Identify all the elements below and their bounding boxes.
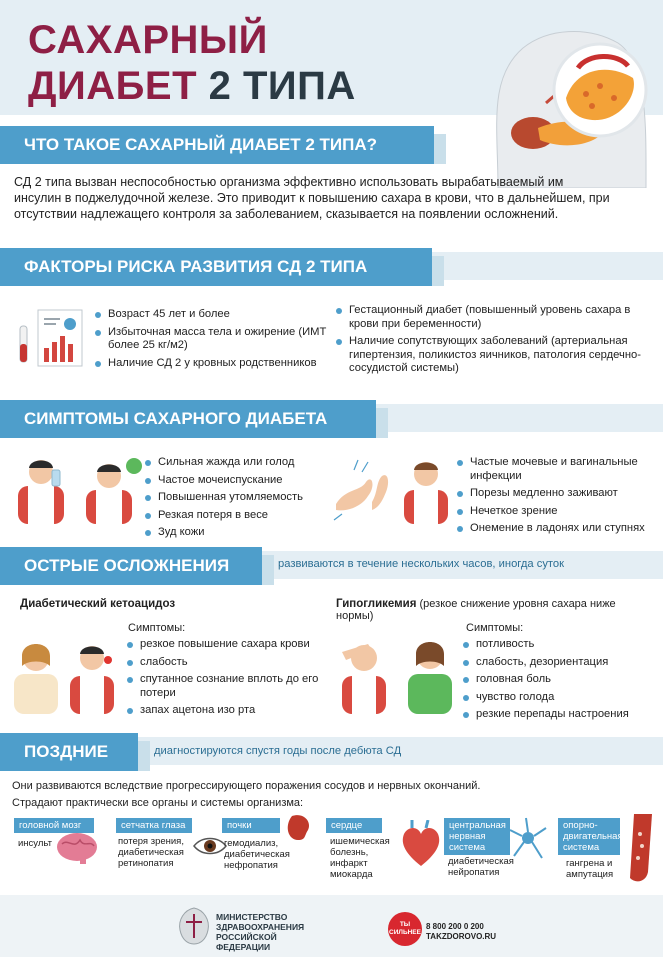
- keto-symptoms-label: Симптомы:: [128, 622, 186, 634]
- hypo-symptom-item: резкие перепады настроения: [462, 708, 658, 722]
- keto-symptom-item: резкое повышение сахара крови: [126, 638, 326, 652]
- keto-title: Диабетический кетоацидоз: [20, 598, 176, 610]
- risk-item: Гестационный диабет (повышенный уровень сахара в крови при беременности): [335, 304, 650, 331]
- kidney-icon: [284, 812, 314, 842]
- risk-list-right: [335, 304, 650, 380]
- late-text-2: Страдают практически все органы и системы организма:: [12, 797, 304, 809]
- clipboard-chart-icon: [14, 306, 84, 368]
- organ-text-neuro: диабетическая нейропатия: [448, 856, 514, 878]
- keto-person-illustration: [10, 634, 120, 714]
- symptom-item: Порезы медленно заживают: [456, 487, 656, 501]
- page-title-diabetes: ДИАБЕТ: [28, 64, 197, 108]
- ministry-name: МИНИСТЕРСТВО ЗДРАВООХРАНЕНИЯ РОССИЙСКОЙ ФЕДЕРАЦИИ: [216, 912, 305, 952]
- organ-label-neuro: центральная нервная система: [444, 818, 510, 855]
- page-title-line2: [28, 64, 356, 108]
- feet-hands-illustration: [332, 452, 452, 524]
- section-header-late: [14, 733, 138, 771]
- takzdorovo-link[interactable]: TAKZDOROVO.RU: [426, 932, 497, 941]
- symptom-item: Сильная жажда или голод: [144, 456, 324, 470]
- symptoms-list-left: [144, 456, 324, 544]
- late-text-1: Они развиваются вследствие прогрессирующего поражения сосудов и нервных окончаний.: [12, 780, 481, 792]
- symptom-item: Зуд кожи: [144, 526, 324, 540]
- hypo-title: Гипогликемия: [336, 598, 417, 610]
- section-header-acute: [14, 547, 262, 585]
- symptom-item: Нечеткое зрение: [456, 505, 656, 519]
- late-note: диагностируются спустя годы после дебюта СД: [154, 745, 402, 757]
- symptom-item: Резкая потеря в весе: [144, 509, 324, 523]
- organ-text-brain: инсульт: [18, 838, 52, 849]
- hypo-symptom-item: головная боль: [462, 673, 658, 687]
- what-is-text: СД 2 типа вызван неспособностью организма эффективно использовать вырабатываемый им инсулин в поджелудочной железе. Это приводит к повышению сахара в крови, что в дальнейшем, при отсутствии надлежащего контроля за заболеванием, сказывается на появлении осложнений.: [14, 175, 610, 221]
- section-title-risk: ФАКТОРЫ РИСКА РАЗВИТИЯ СД 2 ТИПА: [24, 257, 368, 276]
- page-title-type: 2 ТИПА: [208, 64, 356, 108]
- leg-icon: [622, 812, 658, 888]
- eye-icon: [192, 834, 228, 858]
- neuron-icon: [508, 816, 548, 860]
- page-title-line1: САХАРНЫЙ: [28, 18, 268, 62]
- section-title-acute: ОСТРЫЕ ОСЛОЖНЕНИЯ: [24, 556, 230, 575]
- symptom-item: Повышенная утомляемость: [144, 491, 324, 505]
- symptom-item: Частые мочевые и вагинальные инфекции: [456, 456, 656, 483]
- hypo-person-illustration: [338, 634, 458, 714]
- brain-icon: [54, 830, 100, 866]
- risk-item: Возраст 45 лет и более: [94, 308, 330, 322]
- keto-symptoms-list: [126, 638, 326, 722]
- pancreas-illustration: [468, 8, 658, 188]
- heart-icon: [398, 820, 444, 870]
- organ-text-kidney: гемодиализ, диабетическая нефропатия: [224, 838, 290, 871]
- section-header-risk: [14, 248, 432, 286]
- hypo-symptom-item: слабость, дезориентация: [462, 656, 658, 670]
- hypo-subtitle: (резкое снижение уровня сахара ниже нормы): [336, 598, 616, 622]
- organ-label-brain: головной мозг: [14, 818, 94, 833]
- ministry-emblem-icon: [176, 906, 212, 946]
- footer: [0, 895, 663, 957]
- risk-item: Избыточная масса тела и ожирение (ИМТ более 25 кг/м2): [94, 326, 330, 353]
- thirsty-person-illustration: [14, 452, 142, 524]
- risk-item: Наличие СД 2 у кровных родственников: [94, 357, 330, 371]
- section-title-late: ПОЗДНИЕ: [24, 742, 109, 761]
- takzdorovo-badge: ТЫ СИЛЬНЕЕ: [388, 912, 422, 946]
- keto-symptom-item: запах ацетона изо рта: [126, 704, 326, 718]
- symptom-item: Онемение в ладонях или ступнях: [456, 522, 656, 536]
- hotline-phone[interactable]: 8 800 200 0 200: [426, 922, 484, 931]
- keto-symptom-item: спутанное сознание вплоть до его потери: [126, 673, 326, 700]
- hypo-symptom-item: чувство голода: [462, 691, 658, 705]
- symptom-item: Частое мочеиспускание: [144, 474, 324, 488]
- organ-text-heart: ишемическая болезнь, инфаркт миокарда: [330, 836, 390, 880]
- symptoms-list-right: [456, 456, 656, 540]
- acute-note: развиваются в течение нескольких часов, иногда суток: [278, 558, 565, 570]
- organ-text-musculo: гангрена и ампутация: [566, 858, 614, 880]
- section-header-symptoms: [14, 400, 376, 438]
- hypo-symptom-item: потливость: [462, 638, 658, 652]
- section-title-symptoms: СИМПТОМЫ САХАРНОГО ДИАБЕТА: [24, 409, 328, 428]
- section-header-what-is: [14, 126, 434, 164]
- organ-label-kidney: почки: [222, 818, 280, 833]
- section-title-what-is: ЧТО ТАКОЕ САХАРНЫЙ ДИАБЕТ 2 ТИПА?: [24, 135, 377, 154]
- organ-label-musculo: опорно-двигательная система: [558, 818, 620, 855]
- risk-item: Наличие сопутствующих заболеваний (артериальная гипертензия, поликистоз яичников, патология сердечно-сосудистой системы): [335, 335, 650, 376]
- organ-label-eye: сетчатка глаза: [116, 818, 192, 833]
- hypo-title-row: [336, 598, 656, 622]
- keto-symptom-item: слабость: [126, 656, 326, 670]
- organ-text-eye: потеря зрения, диабетическая ретинопатия: [118, 836, 184, 869]
- risk-list-left: [94, 308, 330, 374]
- hypo-symptoms-label: Симптомы:: [466, 622, 524, 634]
- hypo-symptoms-list: [462, 638, 658, 726]
- organ-label-heart: сердце: [326, 818, 382, 833]
